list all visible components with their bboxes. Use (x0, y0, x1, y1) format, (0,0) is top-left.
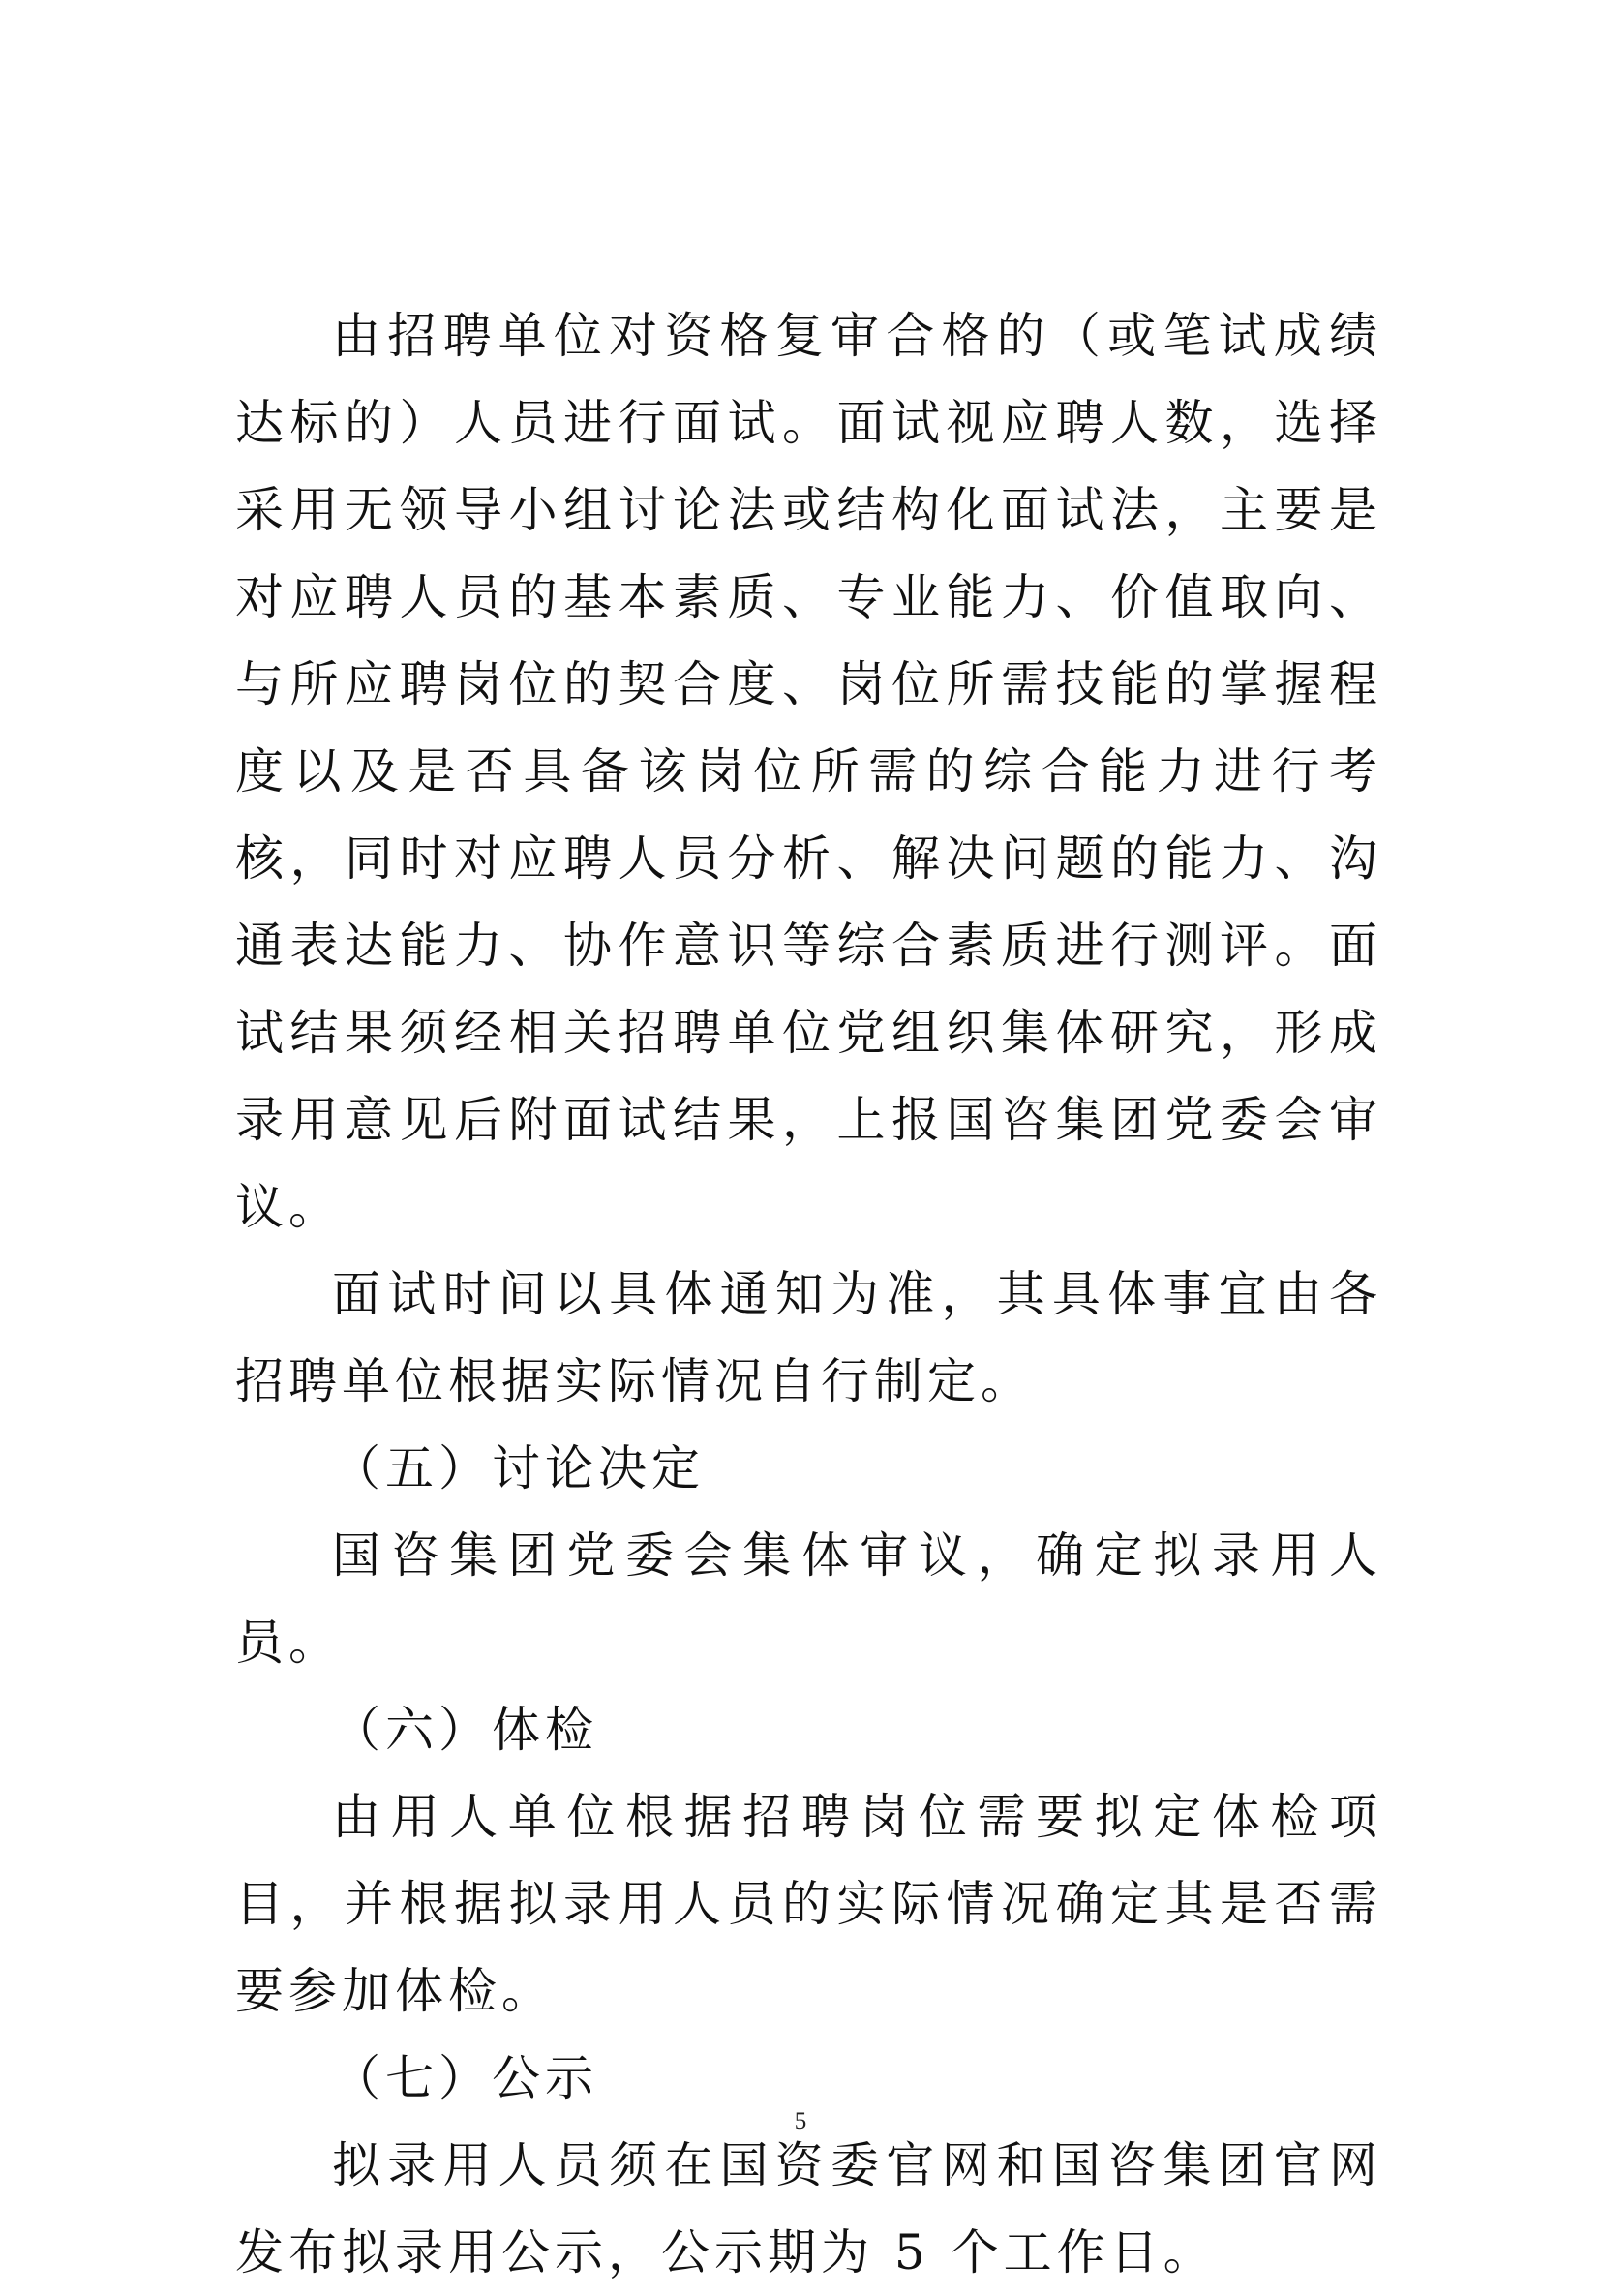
section-heading-publicity: （七）公示 (332, 2050, 598, 2106)
discussion-paragraph: 国咨集团党委会集体审议，确定拟录用人员。 (235, 1527, 1382, 1671)
publicity-paragraph: 拟录用人员须在国资委官网和国咨集团官网发布拟录用公示，公示期为 5 个工作日。 (235, 2137, 1382, 2281)
section-heading-medical-exam: （六）体检 (332, 1702, 598, 1758)
medical-exam-paragraph: 由用人单位根据招聘岗位需要拟定体检项目，并根据拟录用人员的实际情况确定其是否需要参加体检。 (235, 1789, 1382, 2019)
interview-paragraph: 由招聘单位对资格复审合格的（或笔试成绩达标的）人员进行面试。面试视应聘人数，选择采用无领导小组讨论法或结构化面试法，主要是对应聘人员的基本素质、专业能力、价值取向、与所应聘岗位的契合度、岗位所需技能的掌握程度以及是否具备该岗位所需的综合能力进行考核，同时对应聘人员分析、解决问题的能力、沟通表达能力、协作意识等综合素质进行测评。面试结果须经相关招聘单位党组织集体研究，形成录用意见后附面试结果，上报国咨集团党委会审议。 (235, 308, 1382, 1235)
section-heading-discussion: （五）讨论决定 (332, 1440, 705, 1496)
page-number: 5 (794, 2108, 807, 2134)
document-body (235, 292, 1382, 2296)
interview-time-paragraph: 面试时间以具体通知为准，其具体事宜由各招聘单位根据实际情况自行制定。 (235, 1266, 1382, 1409)
